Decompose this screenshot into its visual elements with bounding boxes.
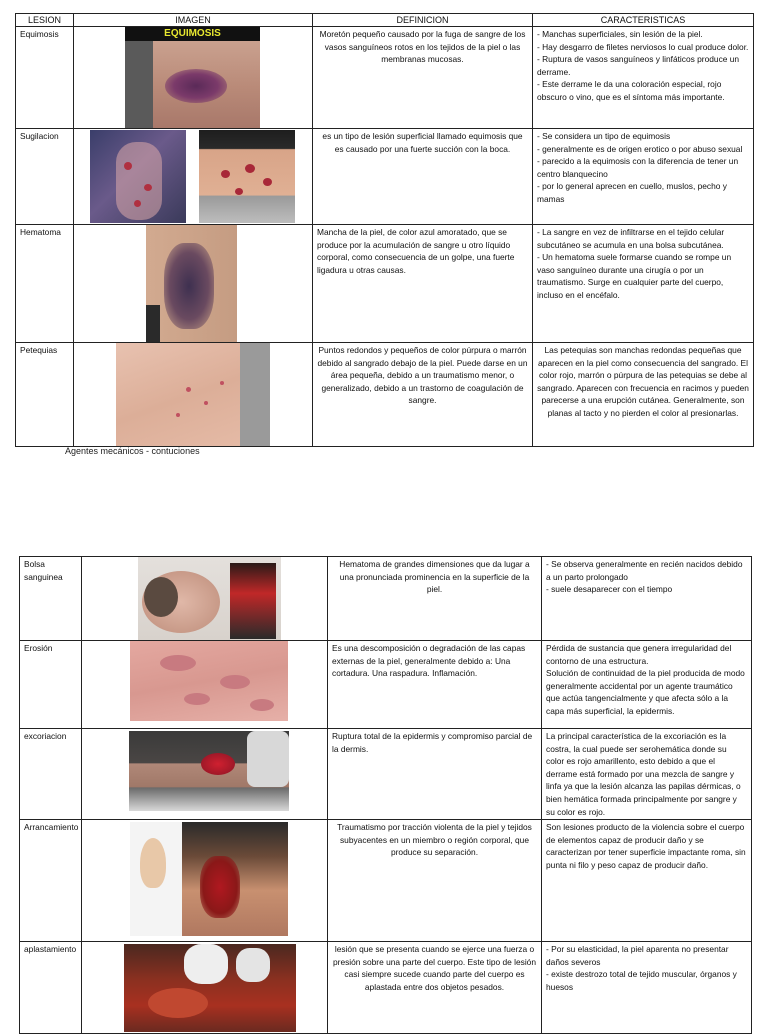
equimosis-photo — [125, 27, 260, 128]
sugilacion-photo-neck — [199, 130, 295, 223]
sugilacion-photo-chest — [90, 130, 186, 223]
lesion-name: Petequias — [16, 343, 74, 447]
lesion-name: Equimosis — [16, 27, 74, 129]
table-row — [16, 225, 754, 343]
lesion-name: Hematoma — [16, 225, 74, 343]
table-row — [16, 129, 754, 225]
image-cell — [74, 225, 313, 343]
characteristics-cell: Las petequias son manchas redondas pequeñas que aparecen en la piel como consecuencia del sangrado. El color rojo, marrón o púrpura de las petequias se debe al sangrado. Aparecen con frecuencia en racimos y pueden parecerse a una erupción cutánea. Generalmente, son planas al tacto y no pierden el color al presionarlas. — [533, 343, 754, 447]
section-caption: Agentes mecánicos - contuciones — [65, 446, 200, 456]
table-row — [20, 557, 752, 641]
image-cell — [74, 129, 313, 225]
aplastamiento-photo — [124, 944, 296, 1032]
lesion-name: Arrancamiento — [20, 820, 82, 942]
image-cell — [74, 343, 313, 447]
definition-cell: Moretón pequeño causado por la fuga de sangre de los vasos sanguíneos rotos en los tejidos de la piel o las membranas mucosas. — [313, 27, 533, 129]
characteristics-cell: - La sangre en vez de infiltrarse en el tejido celular subcutáneo se acumula en una bolsa subcutánea. - Un hematoma suele formarse cuando se rompe un vaso sanguíneo durante una cirugía o por un traumatismo. Surge en cualquier parte del cuerpo, incluso en el encéfalo. — [533, 225, 754, 343]
lesion-name: Bolsa sanguinea — [20, 557, 82, 641]
header-definicion: DEFINICION — [313, 14, 533, 27]
image-cell — [82, 729, 328, 820]
photo-label: EQUIMOSIS — [164, 28, 221, 39]
header-caracteristicas: CARACTERISTICAS — [533, 14, 754, 27]
lesion-name: Sugilacion — [16, 129, 74, 225]
image-cell — [82, 557, 328, 641]
definition-cell: Traumatismo por tracción violenta de la piel y tejidos subyacentes en un miembro o región corporal, que produce su separación. — [328, 820, 542, 942]
definition-cell: Puntos redondos y pequeños de color púrpura o marrón debido al sangrado debajo de la piel. Puede darse en un área pequeña, debido a un traumatismo menor, o generalizado, debido a un trastorno de coagulación de sangre. — [313, 343, 533, 447]
characteristics-cell: - Se considera un tipo de equimosis - generalmente es de origen erotico o por abuso sexual - parecido a la equimosis con la diferencia de tener un centro blanquecino - por lo general aprecen en cuello, muslos, pecho y mamas — [533, 129, 754, 225]
table-row — [16, 343, 754, 447]
definition-cell: Mancha de la piel, de color azul amoratado, que se produce por la acumulación de sangre u otro líquido corporal, como consecuencia de un golpe, una fuerte ligadura u otras causas. — [313, 225, 533, 343]
table-row — [16, 27, 754, 129]
characteristics-cell: - Por su elasticidad, la piel aparenta no presentar daños severos - existe destrozo total de tejido muscular, órganos y huesos — [542, 942, 752, 1034]
arrancamiento-photo — [130, 822, 288, 936]
characteristics-cell: Son lesiones producto de la violencia sobre el cuerpo de elementos capaz de producir daño y se caracterizan por tener superficie impactante roma, sin punta ni filo y peso capaz de producir daño. — [542, 820, 752, 942]
image-cell — [82, 942, 328, 1034]
lesions-table-mechanical — [19, 556, 752, 1034]
characteristics-cell: La principal característica de la excoriación es la costra, la cual puede ser serohemática donde su color es rojo amarillento, esto debido a que el derrame está formado por una mezcla de sangre y linfa ya que la lesión alcanza las papilas dérmicas, o bien hemática formada principalmente por sangre y su color es rojo. — [542, 729, 752, 820]
erosion-photo — [130, 641, 288, 721]
definition-cell: lesión que se presenta cuando se ejerce una fuerza o presión sobre una parte del cuerpo. Este tipo de lesión casi siempre sucede cuando parte del cuerpo es aplastada entre dos objetos pesados. — [328, 942, 542, 1034]
image-cell — [74, 27, 313, 129]
table-row — [20, 641, 752, 729]
hematoma-photo — [146, 225, 237, 342]
lesion-name: Erosión — [20, 641, 82, 729]
lesion-name: excoriacion — [20, 729, 82, 820]
lesions-table-contusions — [15, 13, 754, 447]
header-lesion: LESION — [16, 14, 74, 27]
definition-cell: Hematoma de grandes dimensiones que da lugar a una pronunciada prominencia en la superficie de la piel. — [328, 557, 542, 641]
table-header-row — [16, 14, 754, 27]
image-cell — [82, 641, 328, 729]
table-row — [20, 820, 752, 942]
excoriacion-photo — [129, 731, 289, 811]
lesion-name: aplastamiento — [20, 942, 82, 1034]
characteristics-cell: - Manchas superficiales, sin lesión de la piel. - Hay desgarro de filetes nerviosos lo cual produce dolor. - Ruptura de vasos sanguíneos y linfáticos produce un derrame. - Este derrame le da una coloración especial, rojo obscuro o vino, que es el síntoma más importante. — [533, 27, 754, 129]
image-cell — [82, 820, 328, 942]
bolsa-sanguinea-photo — [138, 557, 281, 640]
definition-cell: es un tipo de lesión superficial llamado equimosis que es causado por una fuerte succión con la boca. — [313, 129, 533, 225]
definition-cell: Ruptura total de la epidermis y compromiso parcial de la dermis. — [328, 729, 542, 820]
definition-cell: Es una descomposición o degradación de las capas externas de la piel, generalmente debido a: Una cortadura. Una raspadura. Inflamación. — [328, 641, 542, 729]
characteristics-cell: Pérdida de sustancia que genera irregularidad del contorno de una estructura. Solución de continuidad de la piel producida de modo generalmente accidental por un agente traumático que actúa tangencialmente y que afecta sólo a la capa más superficial, la epidermis. — [542, 641, 752, 729]
table-row — [20, 729, 752, 820]
table-row — [20, 942, 752, 1034]
header-imagen: IMAGEN — [74, 14, 313, 27]
petequias-photo — [116, 343, 270, 446]
characteristics-cell: - Se observa generalmente en recién nacidos debido a un parto prolongado - suele desaparecer con el tiempo — [542, 557, 752, 641]
